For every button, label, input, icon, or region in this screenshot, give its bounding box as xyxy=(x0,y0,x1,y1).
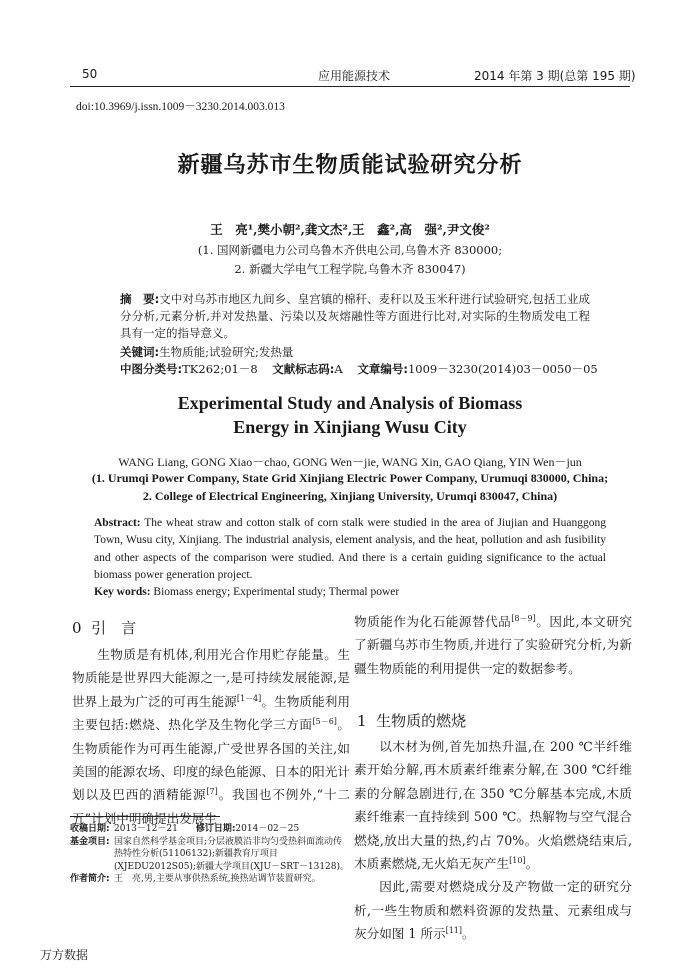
abstract-en xyxy=(94,515,606,584)
authors-en: WANG Liang, GONG Xiao－chao, GONG Wen－jie, WANG Xin, GAO Qiang, YIN Wen－jun xyxy=(118,455,582,469)
doc-code-label: 文献标志码: xyxy=(272,362,335,376)
authors-cn: 王 亮¹,樊小朝²,龚文杰²,王 鑫²,高 强²,尹文俊² xyxy=(210,222,490,237)
intro-paragraph xyxy=(72,643,350,830)
section-1-number: 1 xyxy=(357,712,367,730)
affiliation-en-2: 2. College of Electrical Engineering, Xinjiang University, Urumqi 830047, China) xyxy=(142,489,558,503)
ref-8-9: [8－9] xyxy=(511,613,536,623)
section-0-number: 0 xyxy=(72,619,82,637)
abstract-en-text: The wheat straw and cotton stalk of corn stalk were studied in the area of Jiujian and Huanggong Town, Wusu city, Xinjiang. The industrial analysis, element analysis, and the heat, pollution and ash fusibility and other aspects of the comparison were studied. And there is a certain guiding significance to the actual biomass power generation project. xyxy=(94,517,606,581)
title-en-line-2: Energy in Xinjiang Wusu City xyxy=(233,417,467,437)
footnote-fund xyxy=(70,836,350,874)
keywords-en xyxy=(94,586,399,598)
abstract-cn xyxy=(120,291,590,342)
affiliation-cn-2: 2. 新疆大学电气工程学院,乌鲁木齐 830047) xyxy=(234,262,466,276)
doc-code-value: A xyxy=(334,362,343,376)
classification xyxy=(120,361,598,377)
doi: doi:10.3969/j.issn.1009－3230.2014.003.013 xyxy=(76,101,285,113)
revised-label: 修订日期: xyxy=(195,824,236,834)
intro-continued xyxy=(354,610,632,680)
clc-label: 中图分类号: xyxy=(120,362,183,376)
fund-label: 基金项目: xyxy=(70,836,110,847)
analysis-paragraph xyxy=(354,875,632,945)
affiliation-cn-1: (1. 国网新疆电力公司乌鲁木齐供电公司,乌鲁木齐 830000; xyxy=(197,243,503,257)
keywords-cn xyxy=(120,344,293,360)
analysis-text: 因此,需要对燃烧成分及产物做一定的研究分析,一些生物质和燃料资源的发热量、元素组成与灰分如图 1 所示 xyxy=(354,879,632,942)
keywords-cn-text: 生物质能;试验研究;发热量 xyxy=(159,345,294,359)
title-en-line-1: Experimental Study and Analysis of Biomass xyxy=(177,393,523,413)
intro-text-2: 。生物质能利用主要包括:燃烧、热化学及生物化学三方面 xyxy=(72,693,351,733)
footnote xyxy=(70,823,350,886)
combustion-end: 。 xyxy=(525,856,539,872)
footnote-dates xyxy=(70,823,350,836)
revised-date: 2014－02－25 xyxy=(235,824,300,834)
affiliation-en-1: (1. Urumqi Power Company, State Grid Xinjiang Electric Power Company, Urumuqi 830000, China; xyxy=(91,471,609,485)
abstract-cn-label: 摘 要: xyxy=(120,292,160,306)
received-label: 收稿日期: xyxy=(70,824,110,834)
abstract-en-label: Abstract: xyxy=(94,517,141,529)
watermark: 万方数据 xyxy=(40,948,89,962)
title-cn: 新疆乌苏市生物质能试验研究分析 xyxy=(177,152,523,178)
issue-info: 2014 年第 3 期(总第 195 期) xyxy=(474,69,636,83)
fund-text: 国家自然科学基金项目;分层液膜沿非均匀受热斜面流动传热特性分析(51106132);新疆教育厅项目(XJEDU2012S05);新疆大学项目(XJU－SRT－13128)。 xyxy=(114,836,350,872)
intro-text-1: 生物质是有机体,利用光合作用贮存能量。生物质能是世界四大能源之一,是可持续发展能源,是世界上最为广泛的可再生能源 xyxy=(72,647,350,709)
right-text-1: 物质能作为化石能源替代品 xyxy=(354,614,512,629)
journal-name: 应用能源技术 xyxy=(318,69,391,83)
section-1-heading xyxy=(357,710,466,731)
ref-7: [7] xyxy=(206,787,218,797)
analysis-end: 。 xyxy=(462,926,475,942)
author-bio-text: 王 亮,男,主要从事供热系统,换热站调节装置研究。 xyxy=(114,874,321,884)
keywords-en-text: Biomass energy; Experimental study; Thermal power xyxy=(153,586,400,598)
footnote-author xyxy=(70,873,350,886)
combustion-paragraph xyxy=(354,735,632,875)
intro-text-4: 。我国也不例外,“十二五”计划中明确提出发展生 xyxy=(72,787,350,826)
footnote-rule xyxy=(70,816,220,817)
header-rule xyxy=(70,86,630,87)
section-0-title: 引 言 xyxy=(91,619,137,637)
clc-value: TK262;01－8 xyxy=(182,362,258,376)
right-column-top xyxy=(354,610,632,680)
section-1-title: 生物质的燃烧 xyxy=(376,712,467,730)
abstract-cn-text: 文中对乌苏市地区九间乡、皇宫镇的棉秆、麦秆以及玉米秆进行试验研究,包括工业成分分析,元素分析,并对发热量、污染以及灰熔融性等方面进行比对,对实际的生物质发电工程具有一定的指导意义。 xyxy=(120,292,590,340)
received-date: 2013－12－21 xyxy=(114,824,178,834)
section-0-heading xyxy=(72,617,136,638)
author-bio-label: 作者简介: xyxy=(70,874,110,884)
right-column-body xyxy=(354,735,632,946)
ref-1-4: [1－4] xyxy=(236,693,262,703)
right-text-2: 。因此,本文研究了新疆乌苏市生物质,并进行了实验研究分析,为新疆生物质能的利用提供一定的数据参考。 xyxy=(354,614,632,676)
ref-5-6: [5－6] xyxy=(312,717,337,727)
intro-text-3: 。生物质能作为可再生能源,广受世界各国的关注,如美国的能源农场、印度的绿色能源、日本的阳光计划以及巴西的酒精能源 xyxy=(72,717,351,803)
keywords-en-label: Key words: xyxy=(94,586,151,598)
keywords-cn-label: 关键词: xyxy=(120,345,160,359)
ref-11: [11] xyxy=(445,926,463,936)
article-no-value: 1009－3230(2014)03－0050－05 xyxy=(407,362,598,376)
combustion-text: 以木材为例,首先加热升温,在 200 ℃半纤维素开始分解,再木质素纤维素分解,在 300 ℃纤维素的分解急剧进行,在 350 ℃分解基本完成,木质素纤维素一直持续到 500 ℃。热解物与空气混合燃烧,放出大量的热,约占 70%。火焰燃烧结束后,木质素燃烧,无火焰无灰产生 xyxy=(354,739,632,872)
article-no-label: 文章编号: xyxy=(357,362,408,376)
ref-10: [10] xyxy=(509,855,526,865)
left-column-text xyxy=(72,643,350,830)
page-number: 50 xyxy=(82,67,98,81)
